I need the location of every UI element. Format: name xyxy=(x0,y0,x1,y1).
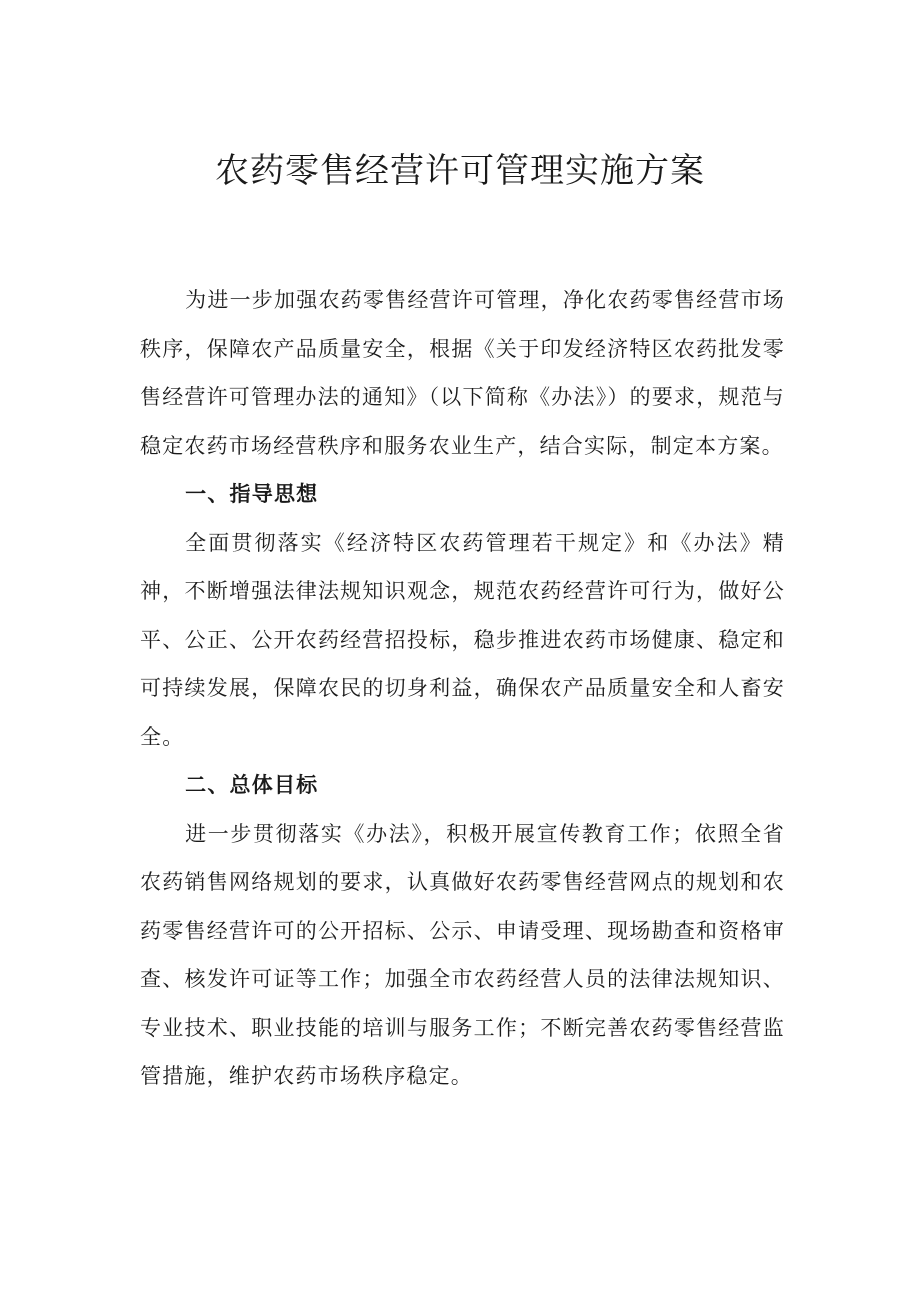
document-title: 农药零售经营许可管理实施方案 xyxy=(215,151,705,191)
document-body xyxy=(140,276,785,1101)
intro-paragraph: 为进一步加强农药零售经营许可管理，净化农药零售经营市场秩序，保障农产品质量安全，根据《关于印发经济特区农药批发零售经营许可管理办法的通知》（以下简称《办法》）的要求，规范与稳定农药市场经营秩序和服务农业生产，结合实际，制定本方案。 xyxy=(140,288,785,458)
guiding-ideology-paragraph: 全面贯彻落实《经济特区农药管理若干规定》和《办法》精神，不断增强法律法规知识观念，规范农药经营许可行为，做好公平、公正、公开农药经营招投标，稳步推进农药市场健康、稳定和可持续发展，保障农民的切身利益，确保农产品质量安全和人畜安全。 xyxy=(140,530,785,749)
section-heading-guiding-ideology: 一、指导思想 xyxy=(185,482,319,506)
overall-goal-paragraph: 进一步贯彻落实《办法》，积极开展宣传教育工作；依照全省农药销售网络规划的要求，认真做好农药零售经营网点的规划和农药零售经营许可的公开招标、公示、申请受理、现场勘查和资格审查、核发许可证等工作；加强全市农药经营人员的法律法规知识、专业技术、职业技能的培训与服务工作；不断完善农药零售经营监管措施，维护农药市场秩序稳定。 xyxy=(140,821,785,1088)
section-heading-overall-goal: 二、总体目标 xyxy=(185,773,319,797)
